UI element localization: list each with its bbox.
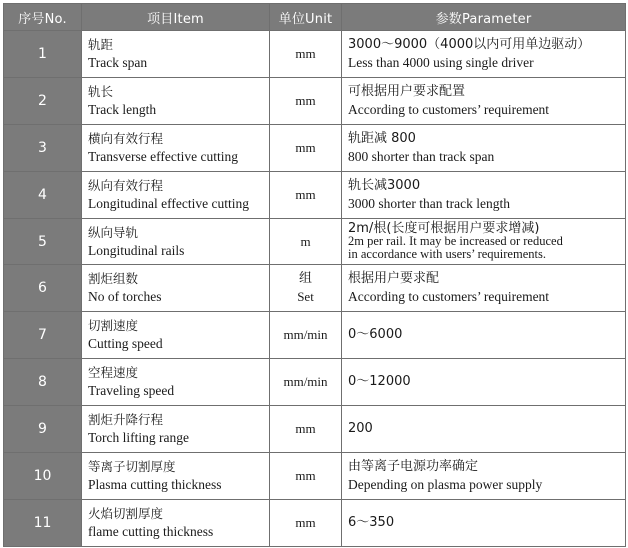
parameter-en: 2m per rail. It may be increased or reduced [348,234,563,248]
row-number: 4 [4,171,82,218]
item-cell [82,406,270,453]
table-row [4,499,626,546]
item-name-zh: 轨距 [88,36,114,52]
table-body [4,31,626,547]
parameter-zh: 2m/根(长度可根据用户要求增减) [348,221,540,236]
item-name-zh: 纵向有效行程 [88,177,164,193]
table-row [4,31,626,78]
parameter-zh: 轨距减 800 [348,130,416,146]
item-name-en: Track length [88,101,157,117]
unit-value: m [300,233,311,249]
parameter-zh: 200 [348,421,373,437]
parameter-en: 3000 shorter than track length [348,195,510,211]
table-row [4,406,626,453]
parameter-cell [342,124,626,171]
item-name-zh: 轨长 [88,83,114,99]
unit-value-en: Set [297,289,314,305]
header-no: 序号No. [4,4,82,31]
item-name-zh: 等离子切割厚度 [88,458,176,474]
table-row [4,124,626,171]
parameter-cell [342,77,626,124]
parameter-cell [342,359,626,406]
table-row [4,171,626,218]
unit-value: mm/min [283,374,328,390]
unit-value: mm [295,421,316,437]
row-number: 1 [4,31,82,78]
unit-value: mm [295,467,316,483]
item-cell [82,31,270,78]
item-cell [82,453,270,500]
parameter-zh: 根据用户要求配 [348,271,440,287]
item-name-en: No of torches [88,289,162,305]
parameter-en: Depending on plasma power supply [348,476,543,492]
spec-table [3,3,626,547]
item-cell [82,499,270,546]
item-name-en: Track span [88,54,148,70]
row-number: 9 [4,406,82,453]
header-unit: 单位Unit [270,4,342,31]
item-name-en: Transverse effective cutting [88,148,238,164]
item-name-zh: 纵向导轨 [88,224,139,240]
unit-cell [270,312,342,359]
row-number: 6 [4,265,82,312]
item-name-zh: 切割速度 [88,318,139,334]
unit-cell [270,453,342,500]
unit-cell [270,499,342,546]
parameter-cell [342,31,626,78]
item-cell [82,218,270,265]
unit-cell [270,124,342,171]
row-number: 2 [4,77,82,124]
parameter-zh: 3000～9000（4000以内可用单边驱动） [348,36,591,52]
unit-value: mm [295,139,316,155]
parameter-cell [342,265,626,312]
item-cell [82,265,270,312]
header-item: 项目Item [82,4,270,31]
parameter-cell [342,499,626,546]
row-number: 7 [4,312,82,359]
item-cell [82,124,270,171]
item-cell [82,77,270,124]
header-row [4,4,626,31]
table-row [4,312,626,359]
item-name-en: flame cutting thickness [88,523,214,539]
parameter-en-2: in accordance with users’ requirements. [348,247,546,261]
unit-value: mm [295,186,316,202]
unit-value: mm [295,45,316,61]
item-name-en: Longitudinal effective cutting [88,195,249,211]
row-number: 3 [4,124,82,171]
item-name-en: Torch lifting range [88,430,190,446]
table-row [4,265,626,312]
unit-value: 组 [298,271,312,287]
header-parameter: 参数Parameter [342,4,626,31]
table-row [4,359,626,406]
parameter-cell [342,171,626,218]
row-number: 8 [4,359,82,406]
unit-value: mm/min [283,327,328,343]
unit-cell [270,218,342,265]
parameter-en: Less than 4000 using single driver [348,54,534,70]
unit-value: mm [295,92,316,108]
parameter-zh: 0～12000 [348,374,411,390]
unit-cell [270,171,342,218]
unit-cell [270,31,342,78]
item-name-zh: 割炬升降行程 [88,412,164,428]
item-name-zh: 割炬组数 [88,271,139,287]
item-cell [82,312,270,359]
parameter-zh: 0～6000 [348,327,403,343]
item-name-en: Longitudinal rails [88,242,185,258]
unit-cell [270,406,342,453]
parameter-zh: 6～350 [348,514,395,530]
table-header [4,4,626,31]
table-row [4,77,626,124]
parameter-cell [342,312,626,359]
item-cell [82,171,270,218]
parameter-en: According to customers’ requirement [348,289,550,305]
item-name-zh: 火焰切割厚度 [88,505,164,521]
parameter-en: According to customers’ requirement [348,101,550,117]
parameter-zh: 轨长减3000 [348,177,421,193]
unit-value: mm [295,514,316,530]
row-number: 11 [4,499,82,546]
parameter-en: 800 shorter than track span [348,148,495,164]
unit-cell [270,265,342,312]
unit-cell [270,77,342,124]
item-name-en: Plasma cutting thickness [88,476,222,492]
parameter-cell [342,406,626,453]
parameter-zh: 由等离子电源功率确定 [348,458,479,474]
table-row [4,453,626,500]
row-number: 5 [4,218,82,265]
item-cell [82,359,270,406]
item-name-en: Traveling speed [88,383,175,399]
parameter-zh: 可根据用户要求配置 [348,83,466,99]
unit-cell [270,359,342,406]
item-name-en: Cutting speed [88,336,163,352]
table-row [4,218,626,265]
parameter-cell [342,218,626,265]
item-name-zh: 空程速度 [88,365,139,381]
item-name-zh: 横向有效行程 [88,130,164,146]
parameter-cell [342,453,626,500]
row-number: 10 [4,453,82,500]
